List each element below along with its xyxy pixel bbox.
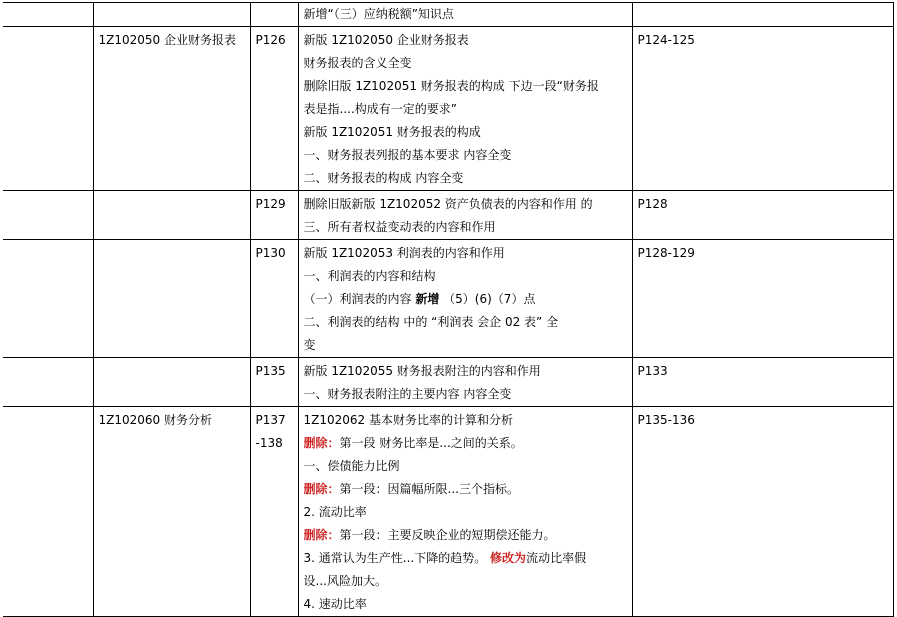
content-line: 4. 速动比率 [303,597,367,611]
content-line: 删除旧版新版 1Z102052 资产负债表的内容和作用 的 [303,197,593,211]
table-row [3,240,893,358]
content-line: 设...风险加大。 [303,574,387,588]
content-line: 一、财务报表附注的主要内容 内容全变 [303,387,512,401]
syllabus-change-table [3,2,894,617]
content-line: 二、利润表的结构 中的 “利润表 会企 02 表” 全 [303,315,559,329]
page-cell [250,407,298,617]
section-title: 1Z102050 企业财务报表 [98,33,236,47]
reference-cell [632,358,893,407]
delete-marker: 删除： [303,528,340,542]
table-row [3,27,893,191]
content-line: 三、所有者权益变动表的内容和作用 [303,220,496,234]
delete-marker: 删除： [303,436,340,450]
content-line: 表是指....构成有一定的要求” [303,102,457,116]
content-line: 删除旧版 1Z102051 财务报表的构成 下边一段“财务报 [303,79,599,93]
content-line: 新版 1Z102051 财务报表的构成 [303,125,481,139]
content-line: 一、偿债能力比例 [303,459,400,473]
section-title: 1Z102060 财务分析 [98,413,212,427]
page-number: P137 [255,413,286,427]
content-line: 新版 1Z102050 企业财务报表 [303,33,469,47]
page-cell [250,191,298,240]
page-cell [250,240,298,358]
reference-page: P133 [637,364,668,378]
content-cell [298,27,632,191]
reference-page: P128 [637,197,668,211]
reference-cell [632,407,893,617]
content-line: 二、财务报表的构成 内容全变 [303,171,464,185]
page-cell [250,358,298,407]
reference-cell [632,240,893,358]
content-line: 财务报表的含义全变 [303,56,412,70]
reference-cell [632,27,893,191]
section-cell [93,407,250,617]
content-line: （一）利润表的内容 新增 （5）(6)（7）点 [303,292,536,306]
page-number: -138 [255,436,283,450]
modify-marker: 修改为 [490,551,527,565]
content-line: 一、利润表的内容和结构 [303,269,436,283]
reference-cell [632,191,893,240]
content-line: 一、财务报表列报的基本要求 内容全变 [303,148,512,162]
content-cell [298,191,632,240]
content-line: 变 [303,338,316,352]
content-line: 1Z102062 基本财务比率的计算和分析 [303,413,513,427]
table-row [3,407,893,617]
section-cell [93,27,250,191]
page-number: P129 [255,197,286,211]
content-line: 2. 流动比率 [303,505,367,519]
content-line: 3. 通常认为生产性...下降的趋势。 修改为流动比率假 [303,551,587,565]
table-row [3,191,893,240]
content-cell [298,240,632,358]
page-cell [250,27,298,191]
page-number: P126 [255,33,286,47]
table-row [3,3,893,27]
content-line: 删除：第一段：因篇幅所限...三个指标。 [303,482,519,496]
reference-page: P128-129 [637,246,695,260]
content-line: 新版 1Z102055 财务报表附注的内容和作用 [303,364,541,378]
content-line: 新版 1Z102053 利润表的内容和作用 [303,246,505,260]
page-number: P135 [255,364,286,378]
added-marker: 新增 [415,292,440,306]
content-cell [298,358,632,407]
table-row [3,358,893,407]
delete-marker: 删除： [303,482,340,496]
content-line: 删除：第一段：主要反映企业的短期偿还能力。 [303,528,556,542]
reference-page: P124-125 [637,33,695,47]
change-description: 新增“（三）应纳税额”知识点 [303,7,454,21]
page-number: P130 [255,246,286,260]
content-line: 删除：第一段 财务比率是...之间的关系。 [303,436,523,450]
content-cell [298,407,632,617]
reference-page: P135-136 [637,413,695,427]
